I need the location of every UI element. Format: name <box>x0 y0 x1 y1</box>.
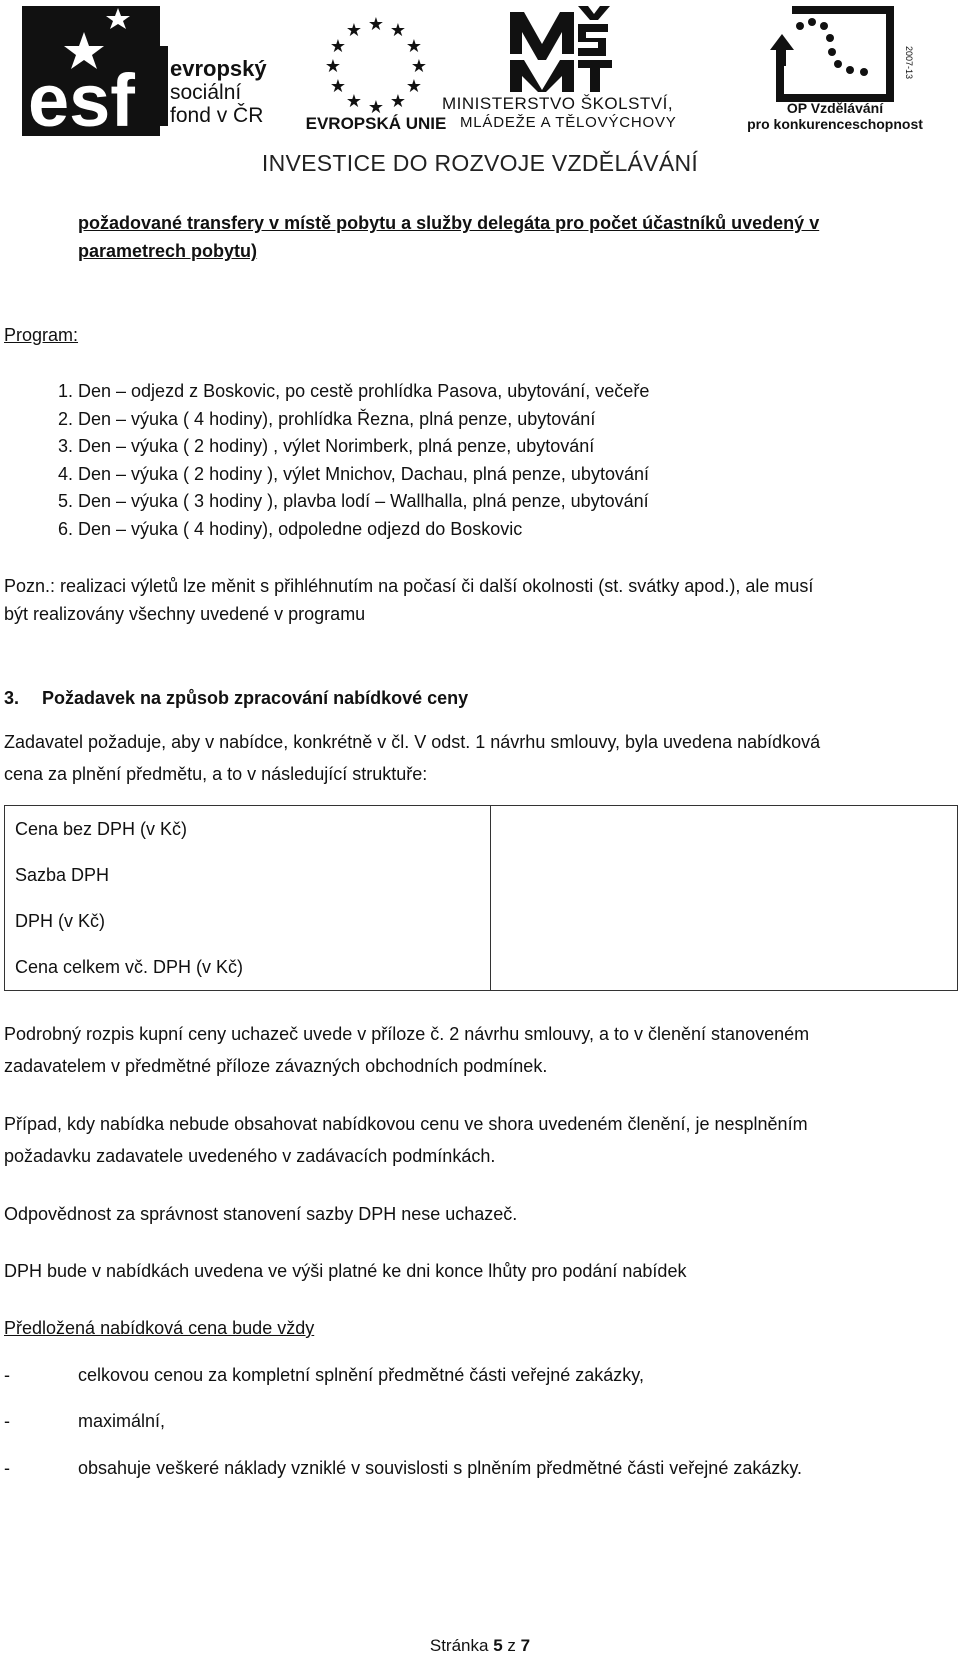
footer-of: z <box>507 1636 516 1655</box>
price-rule-item <box>0 1457 960 1481</box>
msmt-line2: MLÁDEŽE A TĚLOVÝCHOVY <box>460 114 677 131</box>
price-table-row <box>5 944 958 991</box>
page-footer <box>0 1636 960 1656</box>
op-logo <box>740 6 930 136</box>
program-item: 1. Den – odjezd z Boskovic, po cestě prohlídka Pasova, ubytování, večeře <box>78 378 649 406</box>
price-label-cell: Cena celkem vč. DPH (v Kč) <box>5 944 491 991</box>
price-value-cell <box>491 852 958 898</box>
program-item: 3. Den – výuka ( 2 hodiny) , výlet Norimberk, plná penze, ubytování <box>78 433 649 461</box>
intro-line-2: parametrech pobytu) <box>78 241 258 261</box>
investice-tagline: INVESTICE DO ROZVOJE VZDĚLÁVÁNÍ <box>261 150 699 176</box>
msmt-logo <box>442 4 734 134</box>
footer-total-pages: 7 <box>520 1636 531 1655</box>
svg-text:★: ★ <box>389 20 407 41</box>
eu-stars-icon <box>298 10 454 120</box>
svg-text:★: ★ <box>405 36 423 57</box>
paragraph-4: Odpovědnost za správnost stanovení sazby DPH nese uchazeč. <box>4 1204 518 1224</box>
price-table-row <box>5 806 958 853</box>
esf-wordmark: esf <box>28 59 135 136</box>
bullet-dash: - <box>4 1458 10 1478</box>
msmt-mark-icon <box>466 4 734 92</box>
esf-line3: fond v ČR <box>170 104 264 127</box>
paragraph-3-line-2: požadavku zadavatele uvedeného v zadávacích podmínkách. <box>4 1146 496 1166</box>
program-item: 4. Den – výuka ( 2 hodiny ), výlet Mnichov, Dachau, plná penze, ubytování <box>78 461 649 489</box>
price-rule-item <box>0 1410 960 1434</box>
svg-text:★: ★ <box>345 91 363 112</box>
paragraph-5: DPH bude v nabídkách uvedena ve výši platné ke dni konce lhůty pro podání nabídek <box>4 1261 687 1281</box>
op-line1: OP Vzdělávání <box>786 100 884 116</box>
section-3-number: 3. <box>4 688 20 708</box>
price-rule-text: maximální, <box>78 1411 166 1431</box>
note-line-1: Pozn.: realizaci výletů lze měnit s přihléhnutím na počasí či další okolnosti (st. svátky apod.), ale musí <box>4 576 814 596</box>
intro-line-1: požadované transfery v místě pobytu a služby delegáta pro počet účastníků uvedený v <box>78 213 820 233</box>
footer-current-page: 5 <box>493 1636 503 1655</box>
price-table-row <box>5 852 958 898</box>
price-rule-text: obsahuje veškeré náklady vzniklé v souvislosti s plněním předmětné části veřejné zakázky. <box>78 1458 803 1478</box>
svg-text:★: ★ <box>389 91 407 112</box>
price-label-cell: Cena bez DPH (v Kč) <box>5 806 491 853</box>
eu-logo <box>298 10 454 140</box>
price-label-cell: DPH (v Kč) <box>5 898 491 944</box>
svg-text:★: ★ <box>345 20 363 41</box>
svg-text:★: ★ <box>329 36 347 57</box>
esf-line1: evropský <box>170 56 267 81</box>
msmt-line1: MINISTERSTVO ŠKOLSTVÍ, <box>442 94 674 113</box>
op-line2: pro konkurenceschopnost <box>747 116 923 132</box>
note-line-2: být realizovány všechny uvedené v programu <box>4 604 366 624</box>
paragraph-2-line-2: zadavatelem v předmětné příloze závazných obchodních podmínek. <box>4 1056 548 1076</box>
price-value-cell <box>491 898 958 944</box>
price-table-row <box>5 898 958 944</box>
program-heading: Program: <box>4 325 79 345</box>
section-3-paragraph-line-1: Zadavatel požaduje, aby v nabídce, konkrétně v čl. V odst. 1 návrhu smlouvy, byla uvedena nabídková <box>4 732 821 752</box>
svg-text:★: ★ <box>329 76 347 97</box>
price-label-cell: Sazba DPH <box>5 852 491 898</box>
svg-text:★: ★ <box>324 56 342 77</box>
bullet-dash: - <box>4 1365 10 1385</box>
paragraph-3-line-1: Případ, kdy nabídka nebude obsahovat nabídkovou cenu ve shora uvedeném členění, je nesplněním <box>4 1114 808 1134</box>
esf-line2: sociální <box>170 81 242 104</box>
section-3-title: Požadavek na způsob zpracování nabídkové ceny <box>42 688 469 708</box>
eu-label: EVROPSKÁ UNIE <box>305 114 447 133</box>
price-rule-text: celkovou cenou za kompletní splnění předmětné části veřejné zakázky, <box>78 1365 644 1385</box>
program-item: 6. Den – výuka ( 4 hodiny), odpoledne odjezd do Boskovic <box>78 516 649 544</box>
paragraph-2-line-1: Podrobný rozpis kupní ceny uchazeč uvede v příloze č. 2 návrhu smlouvy, a to v členění stanoveném <box>4 1024 810 1044</box>
price-rules-heading: Předložená nabídková cena bude vždy <box>4 1318 315 1338</box>
op-emblem-icon <box>740 6 930 106</box>
svg-text:★: ★ <box>367 97 385 118</box>
price-table <box>4 805 958 991</box>
program-item: 2. Den – výuka ( 4 hodiny), prohlídka Řezna, plná penze, ubytování <box>78 406 649 434</box>
svg-text:★: ★ <box>410 56 428 77</box>
esf-logo <box>22 6 287 136</box>
section-3-paragraph-line-2: cena za plnění předmětu, a to v následující struktuře: <box>4 764 428 784</box>
bullet-dash: - <box>4 1411 10 1431</box>
program-item: 5. Den – výuka ( 3 hodiny ), plavba lodí – Wallhalla, plná penze, ubytování <box>78 488 649 516</box>
program-list <box>42 378 649 543</box>
svg-text:★: ★ <box>405 76 423 97</box>
op-years: 2007-13 <box>904 46 914 80</box>
price-value-cell <box>491 944 958 991</box>
price-value-cell <box>491 806 958 853</box>
footer-prefix: Stránka <box>429 1636 489 1655</box>
price-rule-item <box>0 1364 960 1388</box>
svg-text:★: ★ <box>367 14 385 35</box>
